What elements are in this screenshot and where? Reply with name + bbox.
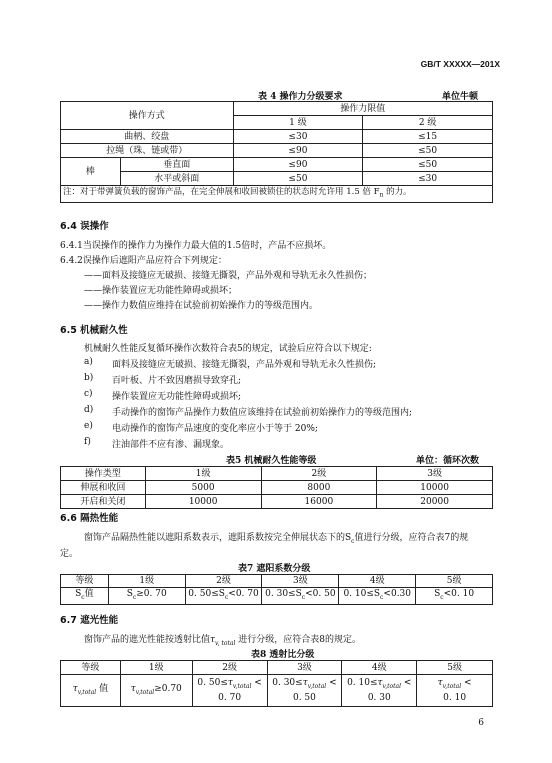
table7: [60, 574, 493, 605]
t7-head: 5级: [416, 575, 493, 588]
t8-cell-top: 0. 50≤: [197, 677, 228, 688]
para-6-6-tail: 值进行分级，应符合表7的规: [354, 533, 469, 543]
t7-cell-sub: c: [224, 593, 229, 601]
t4-cell: 水平或斜面: [120, 172, 233, 186]
t4-cell: ≤15: [363, 130, 493, 144]
t4-cell: 曲柄、绞盘: [61, 130, 234, 144]
list-item-key: a): [84, 357, 93, 367]
t8-row-sub: v,total: [77, 688, 97, 696]
t8-cell-top: 0. 10≤: [347, 677, 378, 688]
t4-cell: ≤90: [233, 144, 363, 158]
list-item-key: f): [84, 437, 91, 447]
t7-cell: [339, 588, 416, 605]
t7-cell-sub: c: [440, 593, 444, 601]
t7-cell: [108, 588, 185, 605]
t7-cell-a: 0. 10≤S: [343, 589, 381, 599]
list-item-key: b): [84, 373, 94, 383]
para-6-6: [84, 530, 468, 545]
t4-head-method: 操作方式: [61, 102, 234, 130]
t8-cell-sub: v,total: [135, 688, 155, 696]
section-6-4-title: 6.4 误操作: [60, 221, 109, 232]
t8-cell-bottom: 0. 50: [292, 693, 316, 704]
t8-cell-top: 0. 30≤: [272, 677, 303, 688]
t7-row-label-tail: 值: [84, 589, 94, 599]
t8-head: 1级: [120, 661, 192, 675]
t7-cell: [416, 588, 493, 605]
page-number: 6: [478, 718, 484, 728]
section-6-6-title: 6.6 隔热性能: [60, 513, 119, 524]
t4-cell: ≤50: [233, 172, 363, 186]
t8-cell-value: ≥0.70: [154, 683, 182, 694]
t4-cell: ≤90: [233, 158, 363, 172]
t4-cell: ≤30: [363, 172, 493, 186]
para-6-6-sub: c: [351, 537, 355, 545]
t7-cell-a: 0. 30≤S: [265, 589, 302, 599]
table5-unit: 单位：循环次数: [416, 456, 480, 466]
t8-head: 4级: [342, 661, 417, 675]
t5-cell: 开启和关闭: [61, 495, 146, 509]
table5: [60, 466, 493, 509]
table4-caption: 表 4 操作力分级要求: [258, 92, 343, 102]
t7-cell-b: ≥0. 70: [136, 589, 167, 599]
tau-symbol: τ: [130, 683, 136, 694]
t7-cell: [262, 588, 339, 605]
t7-cell-sub: c: [301, 593, 306, 601]
tau-symbol: τ: [437, 677, 443, 688]
t8-row-tail: 值: [96, 683, 109, 694]
tau-symbol: τ: [302, 677, 308, 688]
t5-cell: 10000: [145, 495, 261, 509]
t4-cell: ≤50: [363, 158, 493, 172]
para-6-6-text: 窗饰产品隔热性能以遮阳系数表示，遮阳系数按完全伸展状态下的S: [84, 533, 352, 543]
t4-cell: 拉绳（珠、链或带）: [61, 144, 234, 158]
t4-note: [61, 186, 493, 203]
standard-number: GB/T XXXXX—201X: [420, 59, 500, 69]
t7-head: 等级: [61, 575, 109, 588]
table8: [60, 660, 493, 707]
t4-head-limit: 操作力限值: [233, 102, 492, 116]
t8-cell-lt: <: [403, 677, 412, 688]
para-6-4-2: 6.4.2误操作后遮阳产品应符合下列规定：: [60, 256, 227, 266]
para-6-7-text: 窗饰产品的遮光性能按透射比值: [84, 635, 211, 645]
t7-cell-sub: c: [132, 593, 137, 601]
t5-head: 操作类型: [61, 467, 146, 481]
para-6-5-intro: 机械耐久性能反复循环操作次数符合表5的规定，试验后应符合以下规定:: [84, 344, 372, 354]
list-item-key: c): [84, 389, 93, 399]
t8-cell: [192, 675, 267, 707]
t8-cell-sub: v,total: [232, 682, 252, 690]
t8-head: 等级: [61, 661, 121, 675]
t7-head: 1级: [108, 575, 185, 588]
t7-row-label-sub: c: [81, 593, 85, 601]
t5-cell: 16000: [261, 495, 377, 509]
list-item: 百叶板、片不致因磨损导致穿孔;: [112, 376, 242, 386]
t7-cell-a: S: [434, 589, 441, 599]
table4: [60, 101, 493, 203]
t4-head-level1: 1 级: [233, 116, 363, 130]
t8-head: 2级: [192, 661, 267, 675]
t7-row-label: [61, 588, 109, 605]
t7-cell-a: 0. 50≤S: [188, 589, 225, 599]
t8-row-label: [61, 675, 121, 707]
t7-row-label-text: S: [75, 589, 82, 599]
t7-cell-b: <0. 10: [443, 589, 475, 599]
para-6-7: [84, 632, 361, 647]
t5-cell: 20000: [377, 495, 493, 509]
t8-cell-bottom: 0. 30: [367, 693, 391, 704]
t4-head-level2: 2 级: [363, 116, 493, 130]
t8-cell: [267, 675, 342, 707]
list-item-key: d): [84, 405, 94, 415]
tau-symbol: τ: [377, 677, 383, 688]
t4-note-tail: 的力。: [383, 187, 412, 197]
t8-head: 3级: [267, 661, 342, 675]
t8-cell-bottom: 0. 70: [218, 693, 242, 704]
table5-caption: 表5 机械耐久性能等级: [226, 456, 317, 466]
t7-head: 3级: [262, 575, 339, 588]
t8-cell-lt: <: [254, 677, 262, 688]
t8-cell-sub: v,total: [307, 682, 327, 690]
t8-cell: [417, 675, 493, 707]
t4-cell-rod: 棒: [61, 158, 121, 186]
t8-cell-bottom: 0. 10: [443, 693, 467, 704]
t4-cell: ≤50: [363, 144, 493, 158]
t8-cell-sub: v,total: [442, 682, 462, 690]
t8-head: 5级: [417, 661, 493, 675]
list-item: 手动操作的窗饰产品操作力数值应该维持在试验前初始操作力的等级范围内;: [112, 408, 413, 418]
t8-cell: [342, 675, 417, 707]
t5-head: 3级: [377, 467, 493, 481]
para-6-6-cont: 定。: [60, 549, 79, 559]
t5-head: 1级: [145, 467, 261, 481]
t7-cell-a: S: [126, 589, 133, 599]
t7-cell-b: <0. 50: [305, 589, 336, 599]
t7-cell: [185, 588, 262, 605]
section-6-5-title: 6.5 机械耐久性: [60, 325, 128, 336]
para-6-7-tail: 进行分级，应符合表8的规定。: [235, 635, 362, 645]
tau-symbol: τ: [227, 677, 233, 688]
t5-cell: 5000: [145, 481, 261, 495]
t4-note-text: 注：对于带弹簧负载的窗饰产品，在完全伸展和收回被锁住的状态时允许用 1.5 倍 F: [63, 187, 380, 197]
t5-cell: 10000: [377, 481, 493, 495]
table4-unit: 单位牛顿: [442, 92, 479, 102]
t4-note-sub: n: [379, 191, 384, 199]
section-6-7-title: 6.7 遮光性能: [60, 615, 119, 626]
list-item: ——操作装置应无功能性障碍或损坏；: [84, 286, 238, 296]
t7-cell-b: <0. 70: [228, 589, 259, 599]
t8-cell: [120, 675, 192, 707]
list-item: 操作装置应无功能性障碍或损坏;: [112, 392, 242, 402]
list-item: ——操作力数值应维持在试验前初始操作力的等级范围内。: [84, 301, 319, 311]
t5-cell: 伸展和收回: [61, 481, 146, 495]
t4-cell: 垂直面: [120, 158, 233, 172]
t7-head: 4级: [339, 575, 416, 588]
t5-cell: 8000: [261, 481, 377, 495]
tau-symbol: τ: [210, 635, 215, 645]
table8-caption: 表8 透射比分级: [251, 650, 315, 660]
t8-cell-lt: <: [329, 677, 337, 688]
list-item: 电动操作的窗饰产品速度的变化率应小于等于 20%;: [112, 424, 318, 434]
t7-head: 2级: [185, 575, 262, 588]
tau-symbol: τ: [72, 683, 78, 694]
t5-head: 2级: [261, 467, 377, 481]
t8-cell-lt: <: [464, 677, 472, 688]
t8-cell-sub: v,total: [382, 682, 402, 690]
list-item: ——面料及接缝应无破损、接缝无撕裂，产品外观和导轨无永久性损伤；: [84, 271, 373, 281]
list-item-key: e): [84, 421, 93, 431]
t7-cell-b: <0.30: [383, 589, 412, 599]
list-item: 注油部件不应有渗、漏现象。: [112, 440, 230, 450]
para-6-4-1: 6.4.1当误操作的操作力为操作力最大值的1.5倍时，产品不应损坏。: [60, 241, 332, 251]
list-item: 面料及接缝应无破损、接缝无撕裂，产品外观和导轨无永久性损伤;: [112, 360, 377, 370]
para-6-7-sub: v, total: [215, 639, 236, 647]
table7-caption: 表7 遮阳系数分级: [238, 564, 311, 574]
t4-cell: ≤30: [233, 130, 363, 144]
t7-cell-sub: c: [380, 593, 384, 601]
